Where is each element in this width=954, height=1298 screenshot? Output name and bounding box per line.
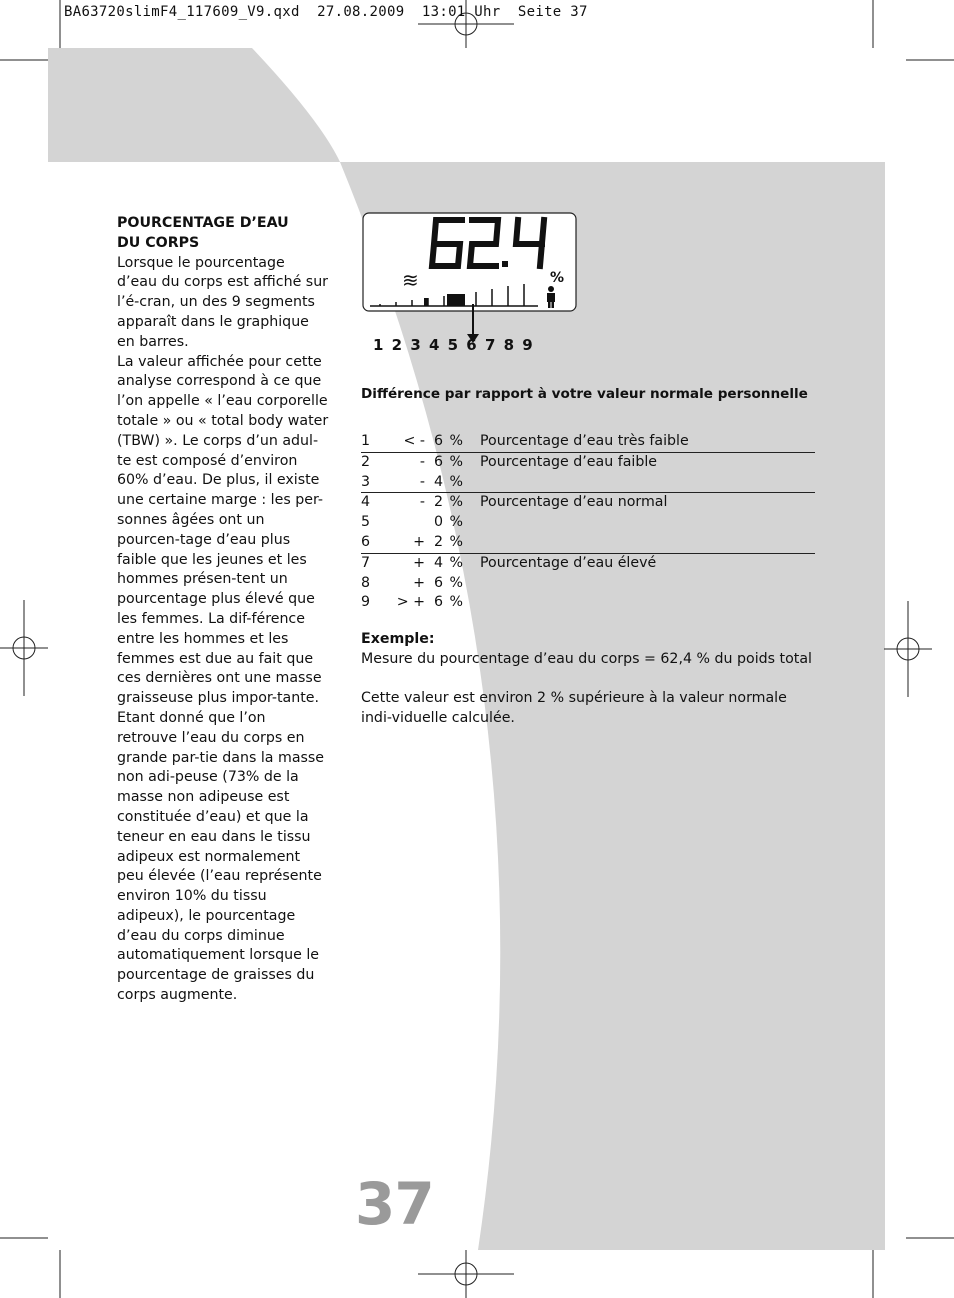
- range-number: 3: [361, 473, 383, 493]
- range-percent: %: [443, 533, 463, 553]
- percent-symbol: %: [550, 270, 565, 286]
- range-row: [361, 553, 815, 573]
- range-value: 6: [433, 453, 443, 470]
- range-value: 4: [433, 473, 443, 493]
- paragraph-3: Etant donné que l’on retrouve l’eau du corps en grande par-tie dans la masse non adi-peuse (73% de la masse non adipeuse est constituée d’eau) et que la teneur en eau dans le tissu adipeux est normalement peu élevée (l’eau représente environ 10% du tissu adipeux), le pourcentage d’eau du corps diminue automatiquement lorsque le pourcentage de graisses du corps augmente.: [117, 709, 325, 1004]
- registration-mark-right: [884, 601, 932, 697]
- range-number: 6: [361, 533, 383, 553]
- range-operator: -: [419, 494, 425, 511]
- range-label: [463, 574, 815, 594]
- range-number: 9: [361, 594, 371, 611]
- range-label: [463, 593, 815, 613]
- bar-segment-minor: [424, 298, 428, 306]
- difference-heading: Différence par rapport à votre valeur normale personnelle: [361, 386, 808, 402]
- range-label: Pourcentage d’eau très faible: [463, 432, 815, 452]
- range-label: Pourcentage d’eau faible: [480, 453, 658, 470]
- range-row: [361, 533, 815, 553]
- segment-number-labels: 1 2 3 4 5 6 7 8 9: [373, 336, 534, 354]
- decimal-point: [502, 261, 508, 267]
- range-label: Pourcentage d’eau élevé: [480, 554, 657, 571]
- range-row: [361, 513, 815, 533]
- example-line-2: Cette valeur est environ 2 % supérieure à la valeur normale indi-viduelle calculée.: [361, 690, 787, 727]
- range-percent: %: [449, 574, 463, 591]
- range-percent: %: [449, 594, 463, 611]
- range-operator: -: [419, 453, 425, 470]
- range-value: 0: [433, 514, 443, 531]
- range-operator: +: [383, 533, 433, 553]
- left-column: [117, 214, 329, 1006]
- range-operator: +: [413, 554, 425, 571]
- paragraph-1: Lorsque le pourcentage d’eau du corps est affiché sur l’é-cran, un des 9 segments apparaît dans le graphique en barres.: [117, 254, 329, 350]
- range-value: 4: [433, 554, 443, 571]
- title-line-1: POURCENTAGE D’EAU: [117, 215, 289, 231]
- range-row: [361, 452, 815, 472]
- range-label: Pourcentage d’eau normal: [480, 494, 668, 511]
- example-block: [361, 630, 821, 729]
- example-label: Exemple:: [361, 631, 435, 647]
- range-operator: -: [383, 473, 433, 493]
- range-row: [361, 473, 815, 493]
- range-label: [463, 513, 815, 533]
- range-label: [463, 533, 815, 553]
- range-value: 6: [433, 594, 443, 611]
- page-number: 37: [355, 1170, 434, 1238]
- range-number: 2: [361, 453, 371, 470]
- range-percent: %: [449, 494, 463, 511]
- range-number: 1: [361, 432, 383, 452]
- ranges-table: [361, 432, 815, 613]
- range-row: [361, 593, 815, 613]
- range-value: 6: [433, 432, 443, 452]
- range-operator: +: [413, 574, 425, 591]
- title-line-2: DU CORPS: [117, 234, 200, 251]
- section-title: [117, 214, 329, 254]
- range-value: 2: [433, 494, 443, 511]
- range-row: [361, 432, 815, 452]
- range-percent: %: [443, 432, 463, 452]
- range-operator: [383, 513, 433, 533]
- paragraph-2: La valeur affichée pour cette analyse correspond à ce que l’on appelle « l’eau corporelle totale » ou « total body water (TBW) ». Le corps d’un adul-te est composé d’environ 60% d’eau. De plus, il existe une certaine marge : les per-sonnes âgées ont un pourcen-tage d’eau plus faible que les jeunes et les hommes présen-tent un pourcentage plus élevé que les femmes. La dif-férence entre les hommes et les femmes est due au fait que ces dernières ont une masse graisseuse plus impor-tante.: [117, 353, 329, 707]
- range-number: 5: [361, 514, 371, 531]
- print-slug: BA63720slimF4_117609_V9.qxd 27.08.2009 13:01 Uhr Seite 37: [64, 4, 588, 20]
- range-value: 2: [433, 533, 443, 553]
- range-row: [361, 493, 815, 513]
- range-number: 7: [361, 554, 371, 571]
- registration-mark-bottom: [418, 1250, 514, 1298]
- range-number: 8: [361, 574, 371, 591]
- water-icon: ≋: [402, 268, 419, 292]
- range-percent: %: [449, 554, 463, 571]
- range-percent: %: [449, 453, 463, 470]
- range-operator: > +: [396, 594, 425, 611]
- registration-mark-left: [0, 600, 48, 696]
- bar-segment-active: [447, 294, 465, 306]
- range-percent: %: [449, 514, 463, 531]
- range-row: [361, 574, 815, 594]
- example-line-1: Mesure du pourcentage d’eau du corps = 62,4 % du poids total: [361, 650, 812, 667]
- range-value: 6: [433, 574, 443, 591]
- range-number: 4: [361, 494, 371, 511]
- range-label: [463, 473, 815, 493]
- range-operator: < -: [383, 432, 433, 452]
- range-percent: %: [443, 473, 463, 493]
